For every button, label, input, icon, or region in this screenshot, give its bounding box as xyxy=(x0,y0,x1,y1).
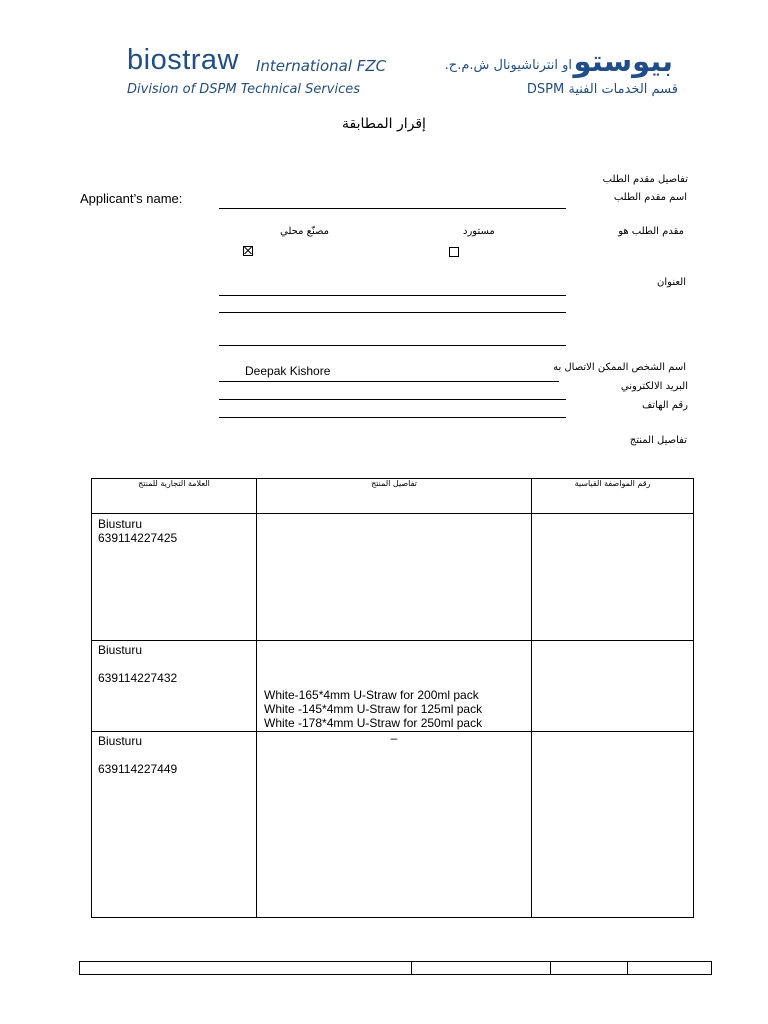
phone-field[interactable] xyxy=(219,417,566,418)
header-brand: العلامة التجارية للمنتج xyxy=(92,479,257,514)
product-code: 639114227425 xyxy=(98,531,178,545)
table-header-row xyxy=(92,479,694,514)
address-line-2[interactable] xyxy=(219,312,566,313)
address-line-3[interactable] xyxy=(219,345,566,346)
brand-cell xyxy=(92,732,257,918)
footer-table xyxy=(79,961,712,975)
brand-logo-en: biostraw xyxy=(127,44,239,76)
detail-line: White -178*4mm U-Straw for 250ml pack xyxy=(264,716,483,730)
footer-cell xyxy=(412,962,551,975)
division-en: Division of DSPM Technical Services xyxy=(127,82,360,97)
brand-name: Biusturu xyxy=(98,517,143,531)
detail-line: White -145*4mm U-Straw for 125ml pack xyxy=(264,702,483,716)
details-cell xyxy=(257,732,532,918)
option-importer-label: مستورد xyxy=(463,226,495,237)
header-standard: رقم المواصفة القياسية xyxy=(532,479,694,514)
header-details: تفاصيل المنتج xyxy=(257,479,532,514)
applicant-name-label-ar: اسم مقدم الطلب xyxy=(613,192,687,203)
applicant-section-label: تفاصيل مقدم الطلب xyxy=(602,174,688,185)
standard-cell xyxy=(532,732,694,918)
brand-cell xyxy=(92,641,257,732)
footer-cell xyxy=(551,962,628,975)
brand-name: Biusturu xyxy=(98,643,143,657)
product-code: 639114227432 xyxy=(98,671,178,685)
option-local-label: مصنّع محلي xyxy=(280,226,330,237)
local-manufacturer-checkbox[interactable] xyxy=(243,246,253,256)
division-ar: قسم الخدمات الفنية DSPM xyxy=(526,82,678,97)
brand-suffix-en: International FZC xyxy=(256,57,387,75)
product-code: 639114227449 xyxy=(98,762,178,776)
detail-line: White-165*4mm U-Straw for 200ml pack xyxy=(264,688,479,702)
details-cell xyxy=(257,641,532,732)
address-line-1[interactable] xyxy=(219,295,566,296)
footer-cell xyxy=(80,962,412,975)
applicant-name-label-en: Applicant’s name: xyxy=(80,191,183,206)
details-cell xyxy=(257,514,532,641)
email-field[interactable] xyxy=(219,399,566,400)
brand-name: Biusturu xyxy=(98,734,143,748)
document-title: إقرار المطابقة xyxy=(342,116,426,132)
brand-logo-ar: بيوستو xyxy=(573,44,673,78)
applicant-type-label: مقدم الطلب هو xyxy=(618,226,684,237)
standard-cell xyxy=(532,514,694,641)
email-label: البريد الالكتروني xyxy=(620,381,688,392)
contact-person-field[interactable] xyxy=(219,381,559,382)
address-label: العنوان xyxy=(657,277,686,288)
contact-person-label: اسم الشخص الممكن الاتصال به xyxy=(553,362,686,373)
product-details-label: تفاصيل المنتج xyxy=(629,435,687,446)
brand-suffix-ar: او انترناشيونال ش.م.ح. xyxy=(444,58,572,73)
standard-cell xyxy=(532,641,694,732)
table-row xyxy=(92,514,694,641)
applicant-name-field[interactable] xyxy=(219,208,566,209)
phone-label: رقم الهاتف xyxy=(641,400,688,411)
footer-row xyxy=(80,962,712,975)
importer-checkbox[interactable] xyxy=(449,247,459,257)
table-row xyxy=(92,641,694,732)
product-table xyxy=(91,478,694,918)
footer-cell xyxy=(628,962,712,975)
brand-cell xyxy=(92,514,257,641)
table-row xyxy=(92,732,694,918)
detail-dash: – xyxy=(390,731,398,745)
contact-person-value: Deepak Kishore xyxy=(245,364,331,378)
